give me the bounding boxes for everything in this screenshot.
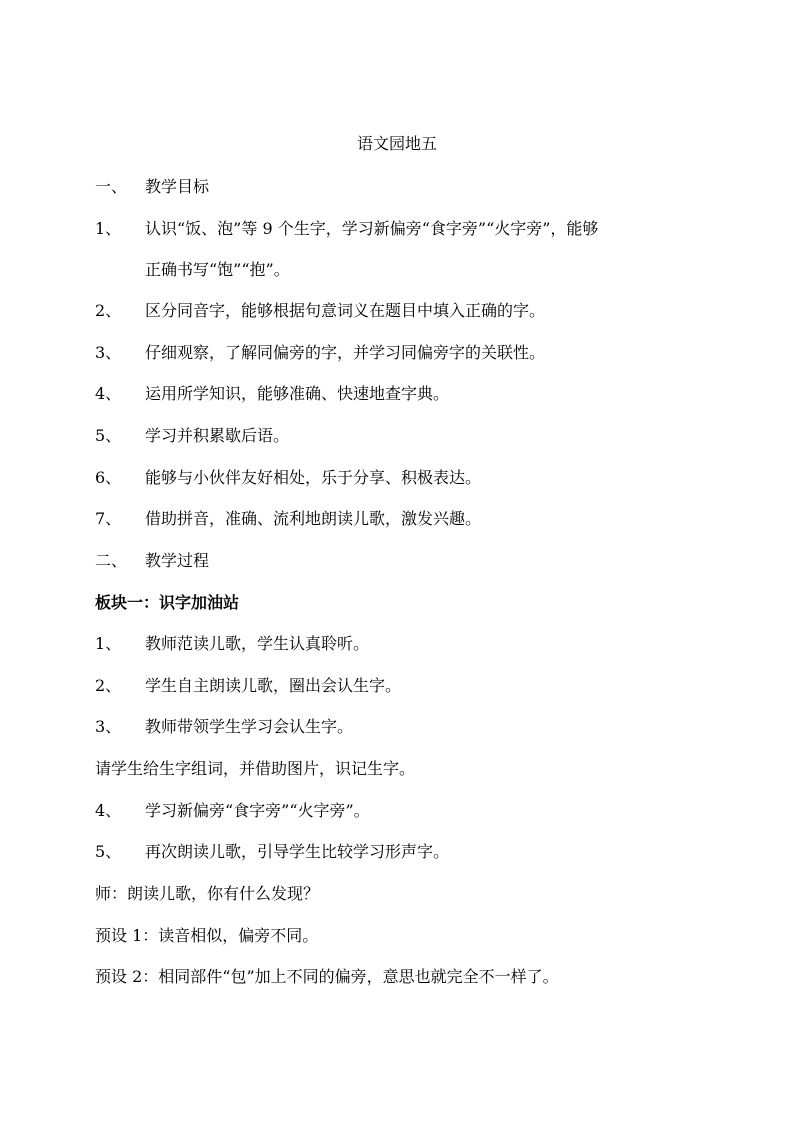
section-number: 一、 (95, 177, 128, 196)
item-number: 3、 (95, 717, 122, 736)
item-text: 运用所学知识，能够准确、快速地查字典。 (145, 384, 450, 403)
objective-item-1-continuation: 正确书写“饱”“抱”。 (145, 260, 290, 279)
item-text: 能够与小伙伴友好相处，乐于分享、积极表达。 (145, 468, 482, 487)
objective-item-3 (95, 342, 734, 364)
item-number: 6、 (95, 468, 122, 487)
process-item-2 (95, 675, 734, 697)
item-text: 认识“饭、泡”等 9 个生字，学习新偏旁“食字旁”“火字旁”，能够 (145, 219, 599, 238)
objective-item-7 (95, 508, 734, 530)
item-number: 3、 (95, 343, 122, 362)
item-number: 1、 (95, 634, 122, 653)
section-heading-objectives (95, 176, 734, 198)
section-number: 二、 (95, 551, 128, 570)
process-item-1 (95, 633, 734, 655)
item-text: 区分同音字，能够根据句意词义在题目中填入正确的字。 (145, 301, 546, 320)
item-text: 学生自主朗读儿歌，圈出会认生字。 (145, 676, 402, 695)
objective-item-1 (95, 218, 734, 240)
item-number: 4、 (95, 801, 122, 820)
item-text: 借助拼音，准确、流利地朗读儿歌，激发兴趣。 (145, 509, 482, 528)
teacher-question: 师：朗读儿歌，你有什么发现？ (95, 884, 320, 903)
item-text: 教师带领学生学习会认生字。 (145, 717, 354, 736)
objective-item-5 (95, 425, 734, 447)
item-number: 1、 (95, 219, 122, 238)
process-note: 请学生给生字组词，并借助图片，识记生字。 (95, 759, 416, 778)
item-text: 教师范读儿歌，学生认真聆听。 (145, 634, 370, 653)
block-heading: 板块一：识字加油站 (95, 593, 240, 612)
section-title: 教学过程 (145, 551, 210, 570)
process-item-5 (95, 841, 734, 863)
preset-answer-1: 预设 1：读音相似，偏旁不同。 (95, 926, 319, 945)
item-text: 学习并积累歇后语。 (145, 426, 290, 445)
item-number: 5、 (95, 426, 122, 445)
preset-answer-2: 预设 2：相同部件“包”加上不同的偏旁，意思也就完全不一样了。 (95, 967, 559, 986)
item-text: 仔细观察，了解同偏旁的字，并学习同偏旁字的关联性。 (145, 343, 546, 362)
item-number: 2、 (95, 676, 122, 695)
section-title: 教学目标 (145, 177, 210, 196)
item-number: 4、 (95, 384, 122, 403)
objective-item-4 (95, 383, 734, 405)
item-number: 5、 (95, 842, 122, 861)
item-text: 再次朗读儿歌，引导学生比较学习形声字。 (145, 842, 450, 861)
item-number: 7、 (95, 509, 122, 528)
page-title: 语文园地五 (356, 134, 437, 153)
item-number: 2、 (95, 301, 122, 320)
objective-item-2 (95, 300, 734, 322)
item-text: 学习新偏旁“食字旁”“火字旁”。 (145, 801, 370, 820)
objective-item-6 (95, 467, 734, 489)
process-item-4 (95, 800, 734, 822)
process-item-3 (95, 716, 734, 738)
section-heading-process (95, 550, 734, 572)
